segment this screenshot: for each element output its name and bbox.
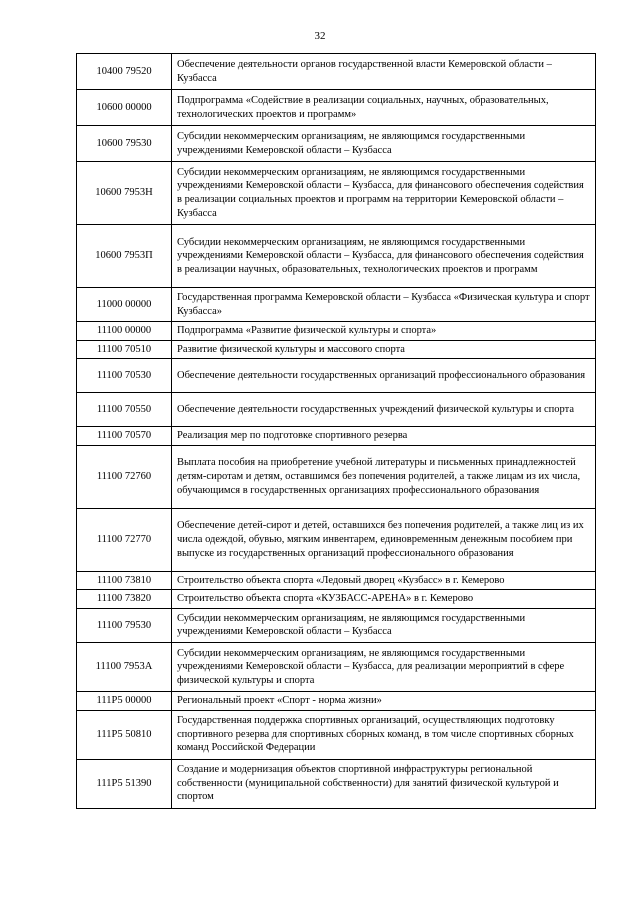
table-row xyxy=(77,427,596,446)
row-description: Обеспечение деятельности органов государственной власти Кемеровской области – Кузбасса xyxy=(172,54,596,90)
page-number: 32 xyxy=(314,30,326,42)
table-row xyxy=(77,590,596,609)
table-row xyxy=(77,445,596,508)
row-description: Обеспечение деятельности государственных организаций профессионального образования xyxy=(172,359,596,393)
row-code: 11100 70550 xyxy=(77,393,172,427)
table-row xyxy=(77,642,596,691)
table-row xyxy=(77,225,596,288)
row-code: 11100 70570 xyxy=(77,427,172,446)
row-description: Субсидии некоммерческим организациям, не являющимся государственными учреждениями Кемеровской области – Кузбасса, для реализации мероприятий в сфере физической культуры и спорта xyxy=(172,642,596,691)
table-row xyxy=(77,571,596,590)
row-description: Выплата пособия на приобретение учебной литературы и письменных принадлежностей детям-сиротам и детям, оставшимся без попечения родителей, а также лицам из их числа, обучающимся в государственных организациях профессионального образования xyxy=(172,445,596,508)
row-description: Строительство объекта спорта «КУЗБАСС-АРЕНА» в г. Кемерово xyxy=(172,590,596,609)
table-row xyxy=(77,126,596,162)
row-description: Государственная программа Кемеровской области – Кузбасса «Физическая культура и спорт Кузбасса» xyxy=(172,288,596,322)
row-description: Создание и модернизация объектов спортивной инфраструктуры региональной собственности (муниципальной собственности) для занятий физической культурой и спортом xyxy=(172,759,596,808)
row-code: 11100 73820 xyxy=(77,590,172,609)
row-code: 11100 00000 xyxy=(77,322,172,341)
row-code: 11100 70510 xyxy=(77,340,172,359)
row-description: Обеспечение деятельности государственных учреждений физической культуры и спорта xyxy=(172,393,596,427)
row-code: 111Р5 51390 xyxy=(77,759,172,808)
table-row xyxy=(77,508,596,571)
row-description: Субсидии некоммерческим организациям, не являющимся государственными учреждениями Кемеровской области – Кузбасса, для финансового обеспечения содействия в реализации научных, образовательных, технологических проектов и программ xyxy=(172,225,596,288)
row-code: 111Р5 50810 xyxy=(77,710,172,759)
table-row xyxy=(77,162,596,225)
table-row xyxy=(77,359,596,393)
row-description: Субсидии некоммерческим организациям, не являющимся государственными учреждениями Кемеровской области – Кузбасса xyxy=(172,126,596,162)
row-description: Государственная поддержка спортивных организаций, осуществляющих подготовку спортивного резерва для спортивных сборных команд, в том числе спортивных сборных команд Российской Федерации xyxy=(172,710,596,759)
row-code: 11100 79530 xyxy=(77,608,172,642)
table-row xyxy=(77,710,596,759)
row-code: 11100 7953А xyxy=(77,642,172,691)
row-code: 11100 72770 xyxy=(77,508,172,571)
table-row xyxy=(77,90,596,126)
budget-classification-table xyxy=(76,53,596,809)
row-code: 10600 79530 xyxy=(77,126,172,162)
row-code: 10600 00000 xyxy=(77,90,172,126)
row-description: Подпрограмма «Развитие физической культуры и спорта» xyxy=(172,322,596,341)
table-row xyxy=(77,288,596,322)
row-description: Региональный проект «Спорт - норма жизни» xyxy=(172,691,596,710)
table-row xyxy=(77,608,596,642)
table-row xyxy=(77,691,596,710)
row-code: 11100 72760 xyxy=(77,445,172,508)
row-description: Подпрограмма «Содействие в реализации социальных, научных, образовательных, технологических проектов и программ» xyxy=(172,90,596,126)
table-row xyxy=(77,393,596,427)
row-code: 111Р5 00000 xyxy=(77,691,172,710)
row-code: 10600 7953Н xyxy=(77,162,172,225)
row-description: Реализация мер по подготовке спортивного резерва xyxy=(172,427,596,446)
table-row xyxy=(77,322,596,341)
row-code: 10400 79520 xyxy=(77,54,172,90)
table-row xyxy=(77,340,596,359)
row-description: Обеспечение детей-сирот и детей, оставшихся без попечения родителей, а также лиц из их числа одеждой, обувью, мягким инвентарем, единовременным денежным пособием при выпуске из государственных организаций профессионального образования xyxy=(172,508,596,571)
row-code: 10600 7953П xyxy=(77,225,172,288)
row-description: Развитие физической культуры и массового спорта xyxy=(172,340,596,359)
row-description: Субсидии некоммерческим организациям, не являющимся государственными учреждениями Кемеровской области – Кузбасса xyxy=(172,608,596,642)
row-description: Субсидии некоммерческим организациям, не являющимся государственными учреждениями Кемеровской области – Кузбасса, для финансового обеспечения содействия в реализации социальных проектов и программ на территории Кемеровской области – Кузбасса xyxy=(172,162,596,225)
row-code: 11000 00000 xyxy=(77,288,172,322)
row-code: 11100 73810 xyxy=(77,571,172,590)
row-description: Строительство объекта спорта «Ледовый дворец «Кузбасс» в г. Кемерово xyxy=(172,571,596,590)
row-code: 11100 70530 xyxy=(77,359,172,393)
table-row xyxy=(77,54,596,90)
table-row xyxy=(77,759,596,808)
